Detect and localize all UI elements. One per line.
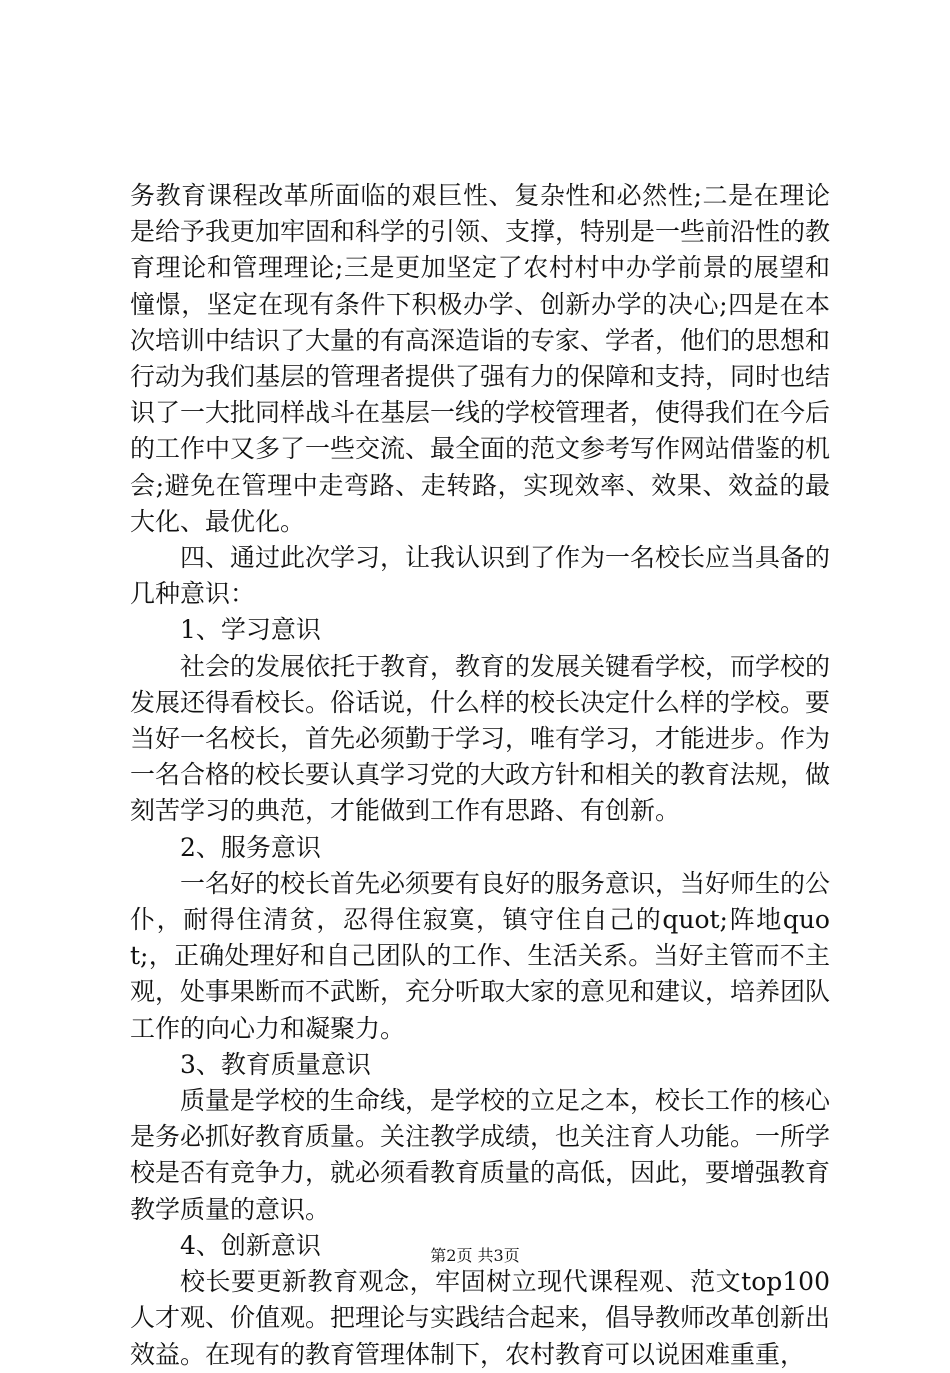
- heading-learning-awareness: 1、学习意识: [180, 615, 321, 645]
- document-body: [130, 178, 830, 1373]
- paragraph-innovation-awareness: 校长要更新教育观念，牢固树立现代课程观、范文top100人才观、价值观。把理论与实践结合起来，倡导教师改革创新出效益。在现有的教育管理体制下，农村教育可以说困难重重，: [130, 1267, 831, 1369]
- heading-service-awareness: 2、服务意识: [180, 832, 321, 862]
- paragraph-quality-awareness: 质量是学校的生命线，是学校的立足之本，校长工作的核心是务必抓好教育质量。关注教学成绩，也关注育人功能。一所学校是否有竞争力，就必须看教育质量的高低，因此，要增强教育教学质量的意识。: [130, 1086, 831, 1224]
- paragraph-learning-awareness: 社会的发展依托于教育，教育的发展关键看学校，而学校的发展还得看校长。俗话说，什么样的校长决定什么样的学校。要当好一名校长，首先必须勤于学习，唯有学习，才能进步。作为一名合格的校长要认真学习党的大政方针和相关的教育法规，做刻苦学习的典范，才能做到工作有思路、有创新。: [130, 651, 831, 826]
- paragraph-section-four: 四、通过此次学习，让我认识到了作为一名校长应当具备的几种意识：: [130, 543, 831, 609]
- heading-quality-awareness: 3、教育质量意识: [180, 1049, 371, 1079]
- paragraph-continuation: 务教育课程改革所面临的艰巨性、复杂性和必然性;二是在理论是给予我更加牢固和科学的引领、支撑，特别是一些前沿性的教育理论和管理理论;三是更加坚定了农村村中办学前景的展望和憧憬，坚定在现有条件下积极办学、创新办学的决心;四是在本次培训中结识了大量的有高深造诣的专家、学者，他们的思想和行动为我们基层的管理者提供了强有力的保障和支持，同时也结识了一大批同样战斗在基层一线的学校管理者，使得我们在今后的工作中又多了一些交流、最全面的范文参考写作网站借鉴的机会;避免在管理中走弯路、走转路，实现效率、效果、效益的最大化、最优化。: [130, 181, 831, 536]
- page-footer: 第2页 共3页: [430, 1246, 520, 1265]
- heading-innovation-awareness: 4、创新意识: [180, 1230, 321, 1260]
- paragraph-service-awareness: 一名好的校长首先必须要有良好的服务意识，当好师生的公仆，耐得住清贫，忍得住寂寞，镇守住自己的quot;阵地quot;，正确处理好和自己团队的工作、生活关系。当好主管而不主观，处事果断而不武断，充分听取大家的意见和建议，培养团队工作的向心力和凝聚力。: [130, 868, 831, 1043]
